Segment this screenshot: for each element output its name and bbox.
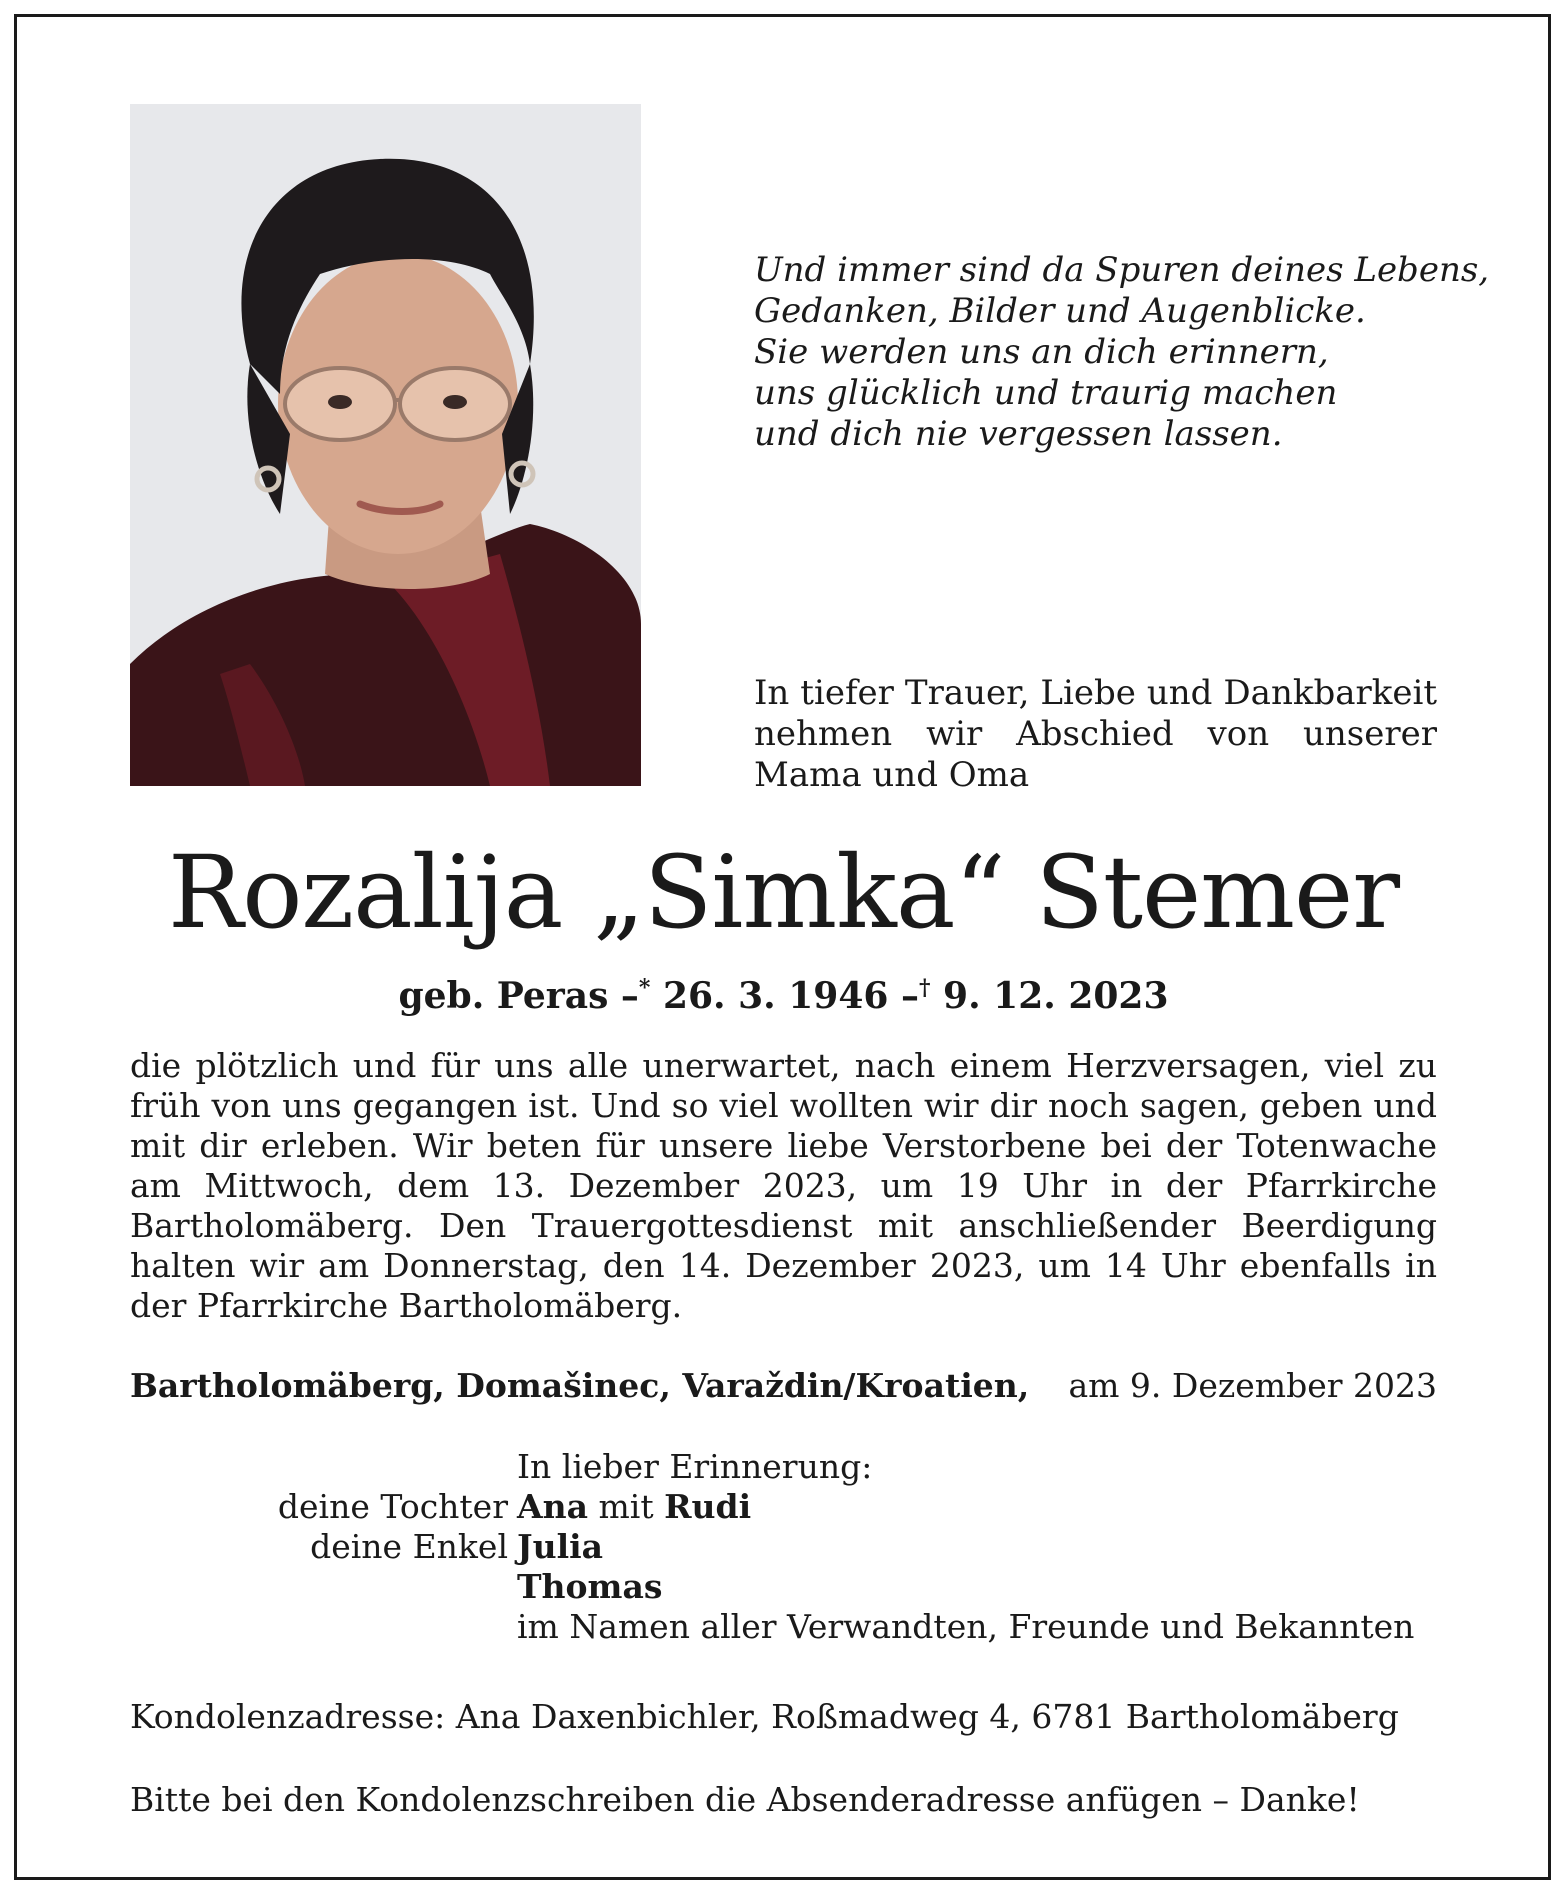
died-symbol: † (918, 975, 931, 1001)
daughter-partner: Rudi (664, 1487, 752, 1526)
poem-line: Gedanken, Bilder und Augenblicke. (754, 291, 1366, 331)
life-dates (0, 966, 1567, 1018)
closing-note: Bitte bei den Kondolenzschreiben die Absenderadresse anfügen – Danke! (130, 1780, 1360, 1819)
born-symbol: * (638, 975, 651, 1001)
memorial-poem (754, 250, 1490, 455)
condolence-address: Kondolenzadresse: Ana Daxenbichler, Roßmadweg 4, 6781 Bartholomäberg (130, 1697, 1399, 1736)
poem-line: und dich nie vergessen lassen. (754, 414, 1283, 454)
closing-line: im Namen aller Verwandten, Freunde und Bekannten (517, 1607, 1415, 1646)
separator: – (620, 975, 639, 1017)
poem-line: Und immer sind da Spuren deines Lebens, (754, 250, 1490, 290)
poem-line: Sie werden uns an dich erinnern, (754, 332, 1329, 372)
grandchildren-label: deine Enkel (310, 1527, 508, 1566)
death-date: 9. 12. 2023 (943, 975, 1169, 1017)
grandchild-name: Thomas (517, 1567, 663, 1606)
signature-block (130, 1447, 1437, 1647)
birth-date: 26. 3. 1946 (662, 975, 889, 1017)
signature-heading: In lieber Erinnerung: (517, 1447, 873, 1486)
notice-date: am 9. Dezember 2023 (1068, 1366, 1437, 1405)
daughter-name: Ana (517, 1487, 588, 1526)
with-word: mit (598, 1487, 654, 1526)
intro-text: In tiefer Trauer, Liebe und Dankbarkeit nehmen wir Abschied von unserer Mama und Oma (754, 673, 1437, 795)
poem-line: uns glücklich und traurig machen (754, 373, 1338, 413)
place-date-line (130, 1366, 1437, 1406)
daughter-label: deine Tochter (277, 1487, 508, 1526)
birth-name: geb. Peras (398, 975, 609, 1017)
deceased-name: Rozalija „Simka“ Stemer (167, 834, 1400, 951)
places: Bartholomäberg, Domašinec, Varaždin/Kroatien, (130, 1366, 1030, 1405)
grandchild-name: Julia (517, 1527, 604, 1566)
notice-body: die plötzlich und für uns alle unerwartet, nach einem Herzversagen, viel zu früh von uns gegangen ist. Und so viel wollten wir dir noch sagen, geben und mit dir erleben. Wir beten für unsere liebe Verstorbene bei der Totenwache am Mittwoch, dem 13. Dezember 2023, um 19 Uhr in der Pfarrkirche Bartholomäberg. Den Trauergottesdienst mit anschließender Beerdigung halten wir am Donnerstag, den 14. Dezember 2023, um 14 Uhr ebenfalls in der Pfarrkirche Bartholomäberg. (130, 1046, 1437, 1325)
separator: – (900, 975, 919, 1017)
portrait-photo (130, 104, 641, 786)
daughter-entry (517, 1487, 751, 1527)
